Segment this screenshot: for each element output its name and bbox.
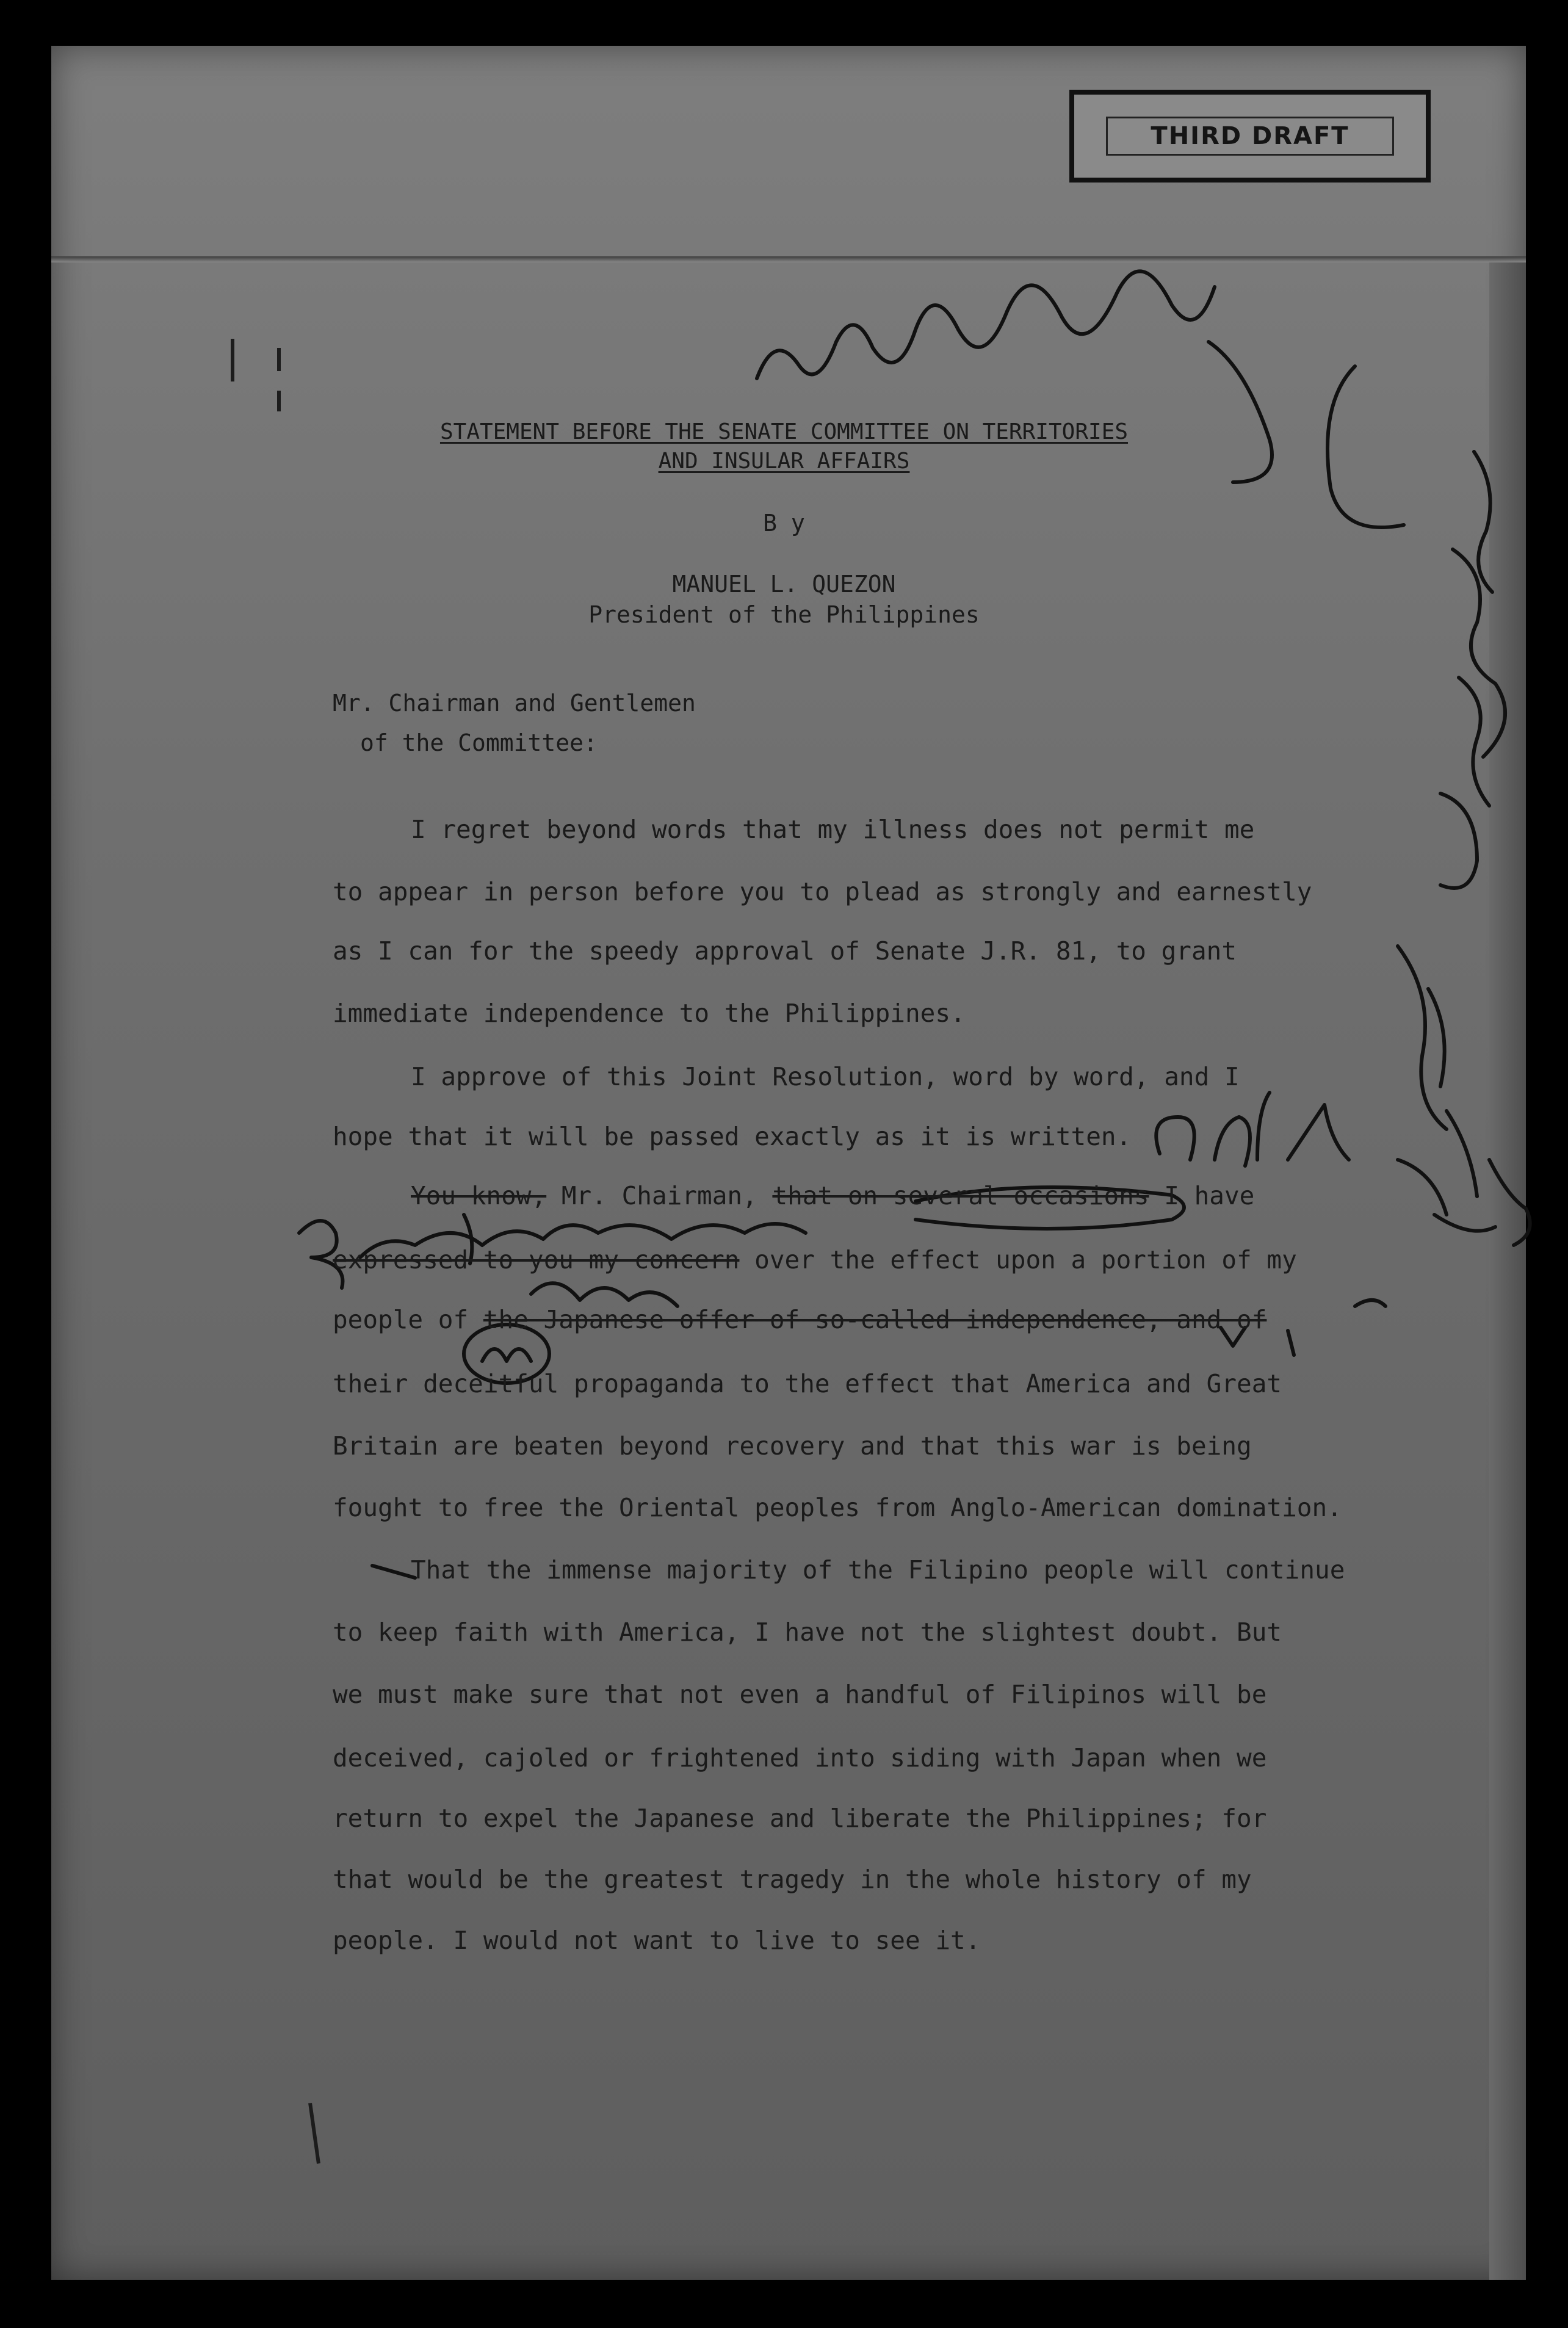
author-name: MANUEL L. QUEZON — [672, 571, 896, 598]
paragraph-line: as I can for the speedy approval of Senate J.R. 81, to grant — [333, 936, 1237, 966]
paragraph-line: people. I would not want to live to see it. — [333, 1926, 981, 1955]
draft-stamp-label: THIRD DRAFT — [1106, 117, 1393, 156]
struck-text: You know, — [411, 1181, 547, 1210]
paragraph-line: That the immense majority of the Filipino people will continue — [411, 1555, 1345, 1585]
paragraph-line: their deceitful propaganda to the effect that America and Great — [333, 1369, 1282, 1398]
author-title: President of the Philippines — [588, 601, 980, 628]
paragraph-line: to keep faith with America, I have not the slightest doubt. But — [333, 1618, 1282, 1647]
paragraph-line: fought to free the Oriental peoples from Anglo-American domination. — [333, 1493, 1342, 1522]
document-title: STATEMENT BEFORE THE SENATE COMMITTEE ON TERRITORIES — [439, 419, 1129, 444]
struck-text: expressed to you my concern — [333, 1245, 740, 1274]
paragraph-text: people of — [333, 1305, 483, 1334]
paragraph-text: I have — [1149, 1181, 1255, 1210]
paragraph-line: we must make sure that not even a handful of Filipinos will be — [333, 1680, 1267, 1709]
paragraph-line — [333, 1305, 1266, 1334]
paragraph-line — [333, 1245, 1297, 1274]
struck-text: that on several occasions — [772, 1181, 1149, 1210]
paragraph-text: over the effect upon a portion of my — [739, 1245, 1297, 1274]
paragraph-line: Britain are beaten beyond recovery and that this war is being — [333, 1431, 1252, 1461]
paragraph-line — [411, 1181, 1254, 1210]
struck-text: the Japanese offer of so-called independence, and of — [483, 1305, 1267, 1334]
paragraph-line: deceived, cajoled or frightened into siding with Japan when we — [333, 1743, 1267, 1773]
paragraph-line: that would be the greatest tragedy in the whole history of my — [333, 1865, 1252, 1894]
paragraph-line: immediate independence to the Philippines. — [333, 999, 966, 1028]
paragraph-line: I approve of this Joint Resolution, word by word, and I — [411, 1062, 1240, 1091]
paragraph-line: to appear in person before you to plead as strongly and earnestly — [333, 877, 1312, 906]
salutation: of the Committee: — [360, 729, 598, 756]
paragraph-line: return to expel the Japanese and liberate the Philippines; for — [333, 1804, 1267, 1833]
byline-label: B y — [763, 510, 805, 537]
document-title: AND INSULAR AFFAIRS — [658, 449, 910, 474]
salutation: Mr. Chairman and Gentlemen — [333, 690, 696, 717]
paragraph-line: I regret beyond words that my illness does not permit me — [411, 815, 1255, 844]
paragraph-text: Mr. Chairman, — [546, 1181, 773, 1210]
paragraph-line: hope that it will be passed exactly as it is written. — [333, 1122, 1132, 1151]
